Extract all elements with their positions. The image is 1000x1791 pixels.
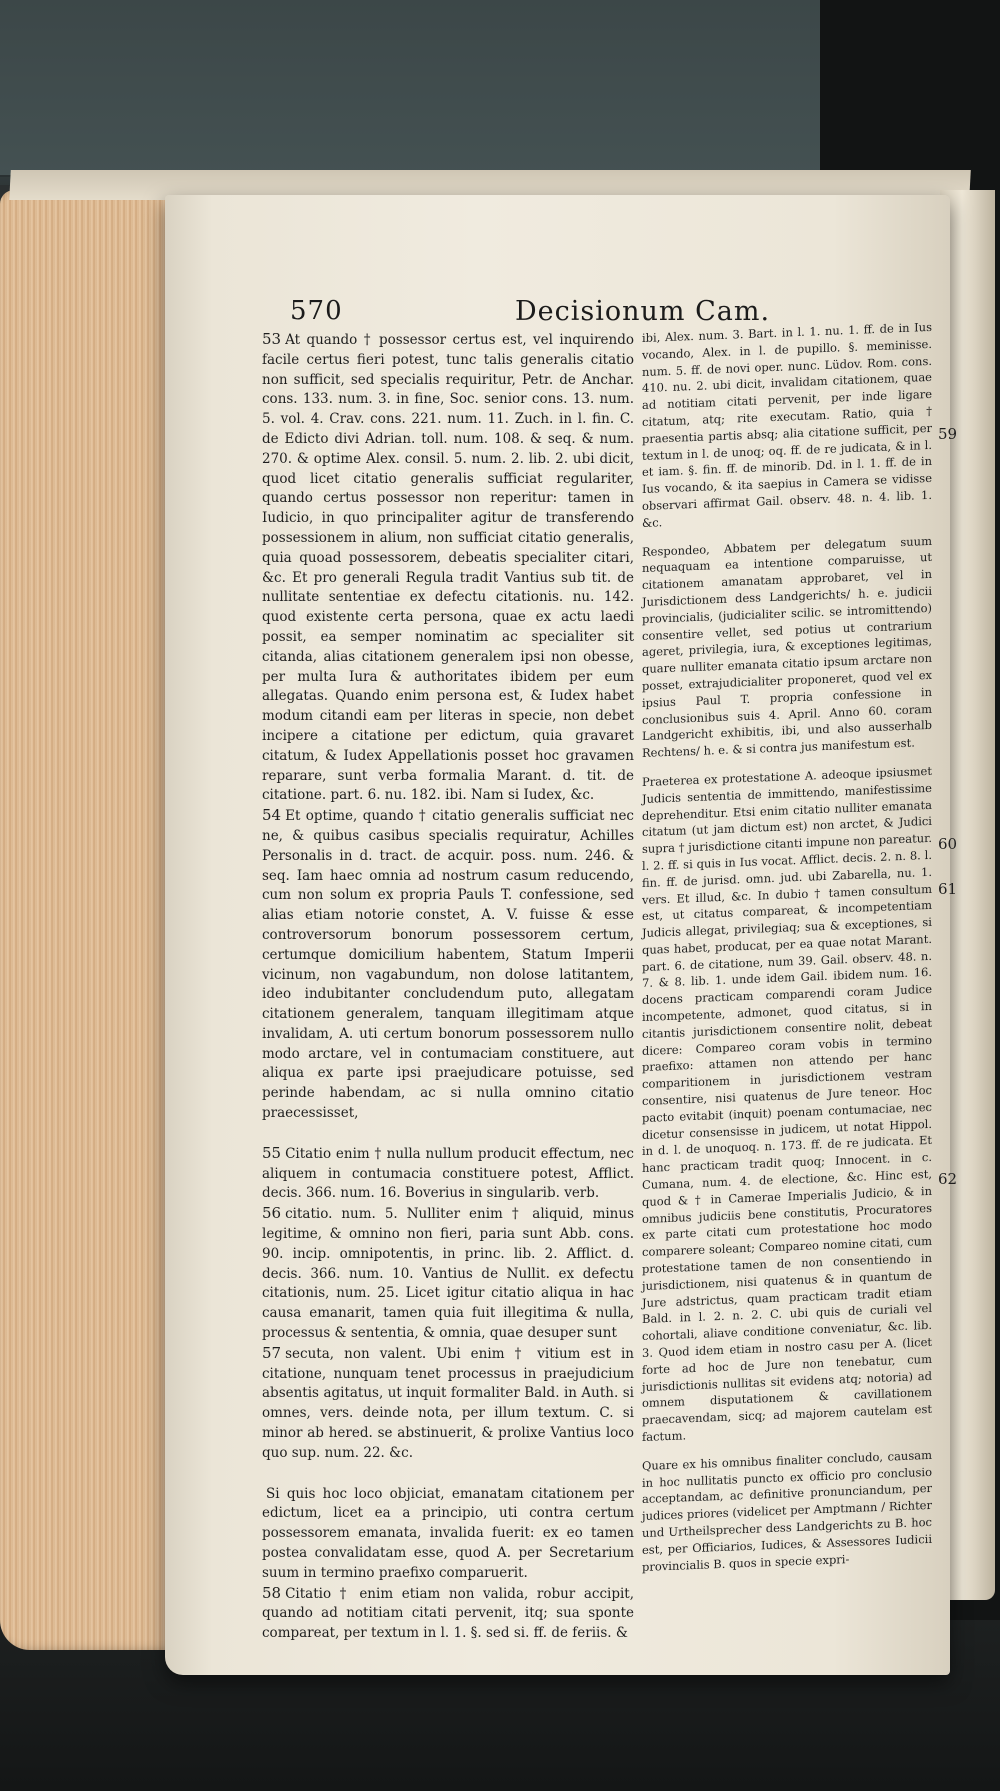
paragraph-text: Et optime, quando † citatio generalis sufficiat nec ne, & quibus casibus specialis requiratur, Achilles Personalis in d. tract. de acquir. poss. num. 246. & seq. Iam haec omnia ad nostrum casum reducendo, cum non solum ex propria Pauls T. confessione, sed alias etiam notorie constet, A. V. fuisse & esse controversorum bonorum possessorem certum, certumque domicilium habentem, Statum Imperii vicinum, non vagabundum, non dolose latitantem, ideo indubitanter concludendum puto, allegatam citationem generalem, tanquam illegitimam atque invalidam, A. uti certum bonorum possessorem nullo modo arctare, vel in contumaciam constituere, aut aliqua ex parte ipsi praejudicare potuisse, sed perinde habendam, ac si nulla omnino citatio praecessisset, (262, 808, 634, 1122)
paragraph (262, 1144, 634, 1204)
margin-number: 56 (262, 1204, 282, 1223)
paragraph (262, 1584, 634, 1644)
book-cover (0, 0, 825, 177)
paragraph (642, 532, 932, 762)
margin-number: 55 (262, 1143, 282, 1162)
right-margin-number: 62 (938, 1170, 958, 1188)
paragraph (262, 1484, 634, 1584)
paragraph (262, 330, 634, 806)
right-margin-number: 61 (938, 880, 958, 898)
paragraph (262, 1344, 634, 1464)
paragraph (262, 806, 634, 1124)
paragraph-text: citatio. num. 5. Nulliter enim † aliquid, minus legitime, & omnino non fieri, paria sunt Abb. cons. 90. incip. omnipotentis, in princ. lib. 2. Afflict. d. decis. 366. num. 10. Vantius de Nullit. ex defectu citationis, num. 25. Licet igitur citatio aliqua in hac causa emanarit, tamen quia fuit illegitima & nulla, processus & sententia, & omnia, quae desuper sunt (262, 1206, 634, 1342)
paragraph-text: Quare ex his omnibus finaliter concludo, causam in hoc nullitatis puncto ex officio pro conclusio acceptandam, ac definitive pronunciandum, per judices priores (videlicet per Amptmann / Richter und Urtheilsprecher dess Landgerichts zu B. hoc est, per Officiarios, Iudices, & Assessores Iudicii provincialis B. quos in specie expri- (642, 1447, 932, 1574)
paragraph-text: Si quis hoc loco objiciat, emanatam citationem per edictum, licet ea a principio, uti contra certum possessorem emanata, invalida fuerit: ex eo tamen postea convalidatam esse, quod A. per Secretarium suum in termino praefixo comparuerit. (262, 1485, 634, 1581)
paragraph-text: ibi, Alex. num. 3. Bart. in l. 1. nu. 1. ff. de in Ius vocando, Alex. in l. de pupillo. §. meminisse. num. 5. ff. de novi oper. nunc. Lüdov. Rom. cons. 410. nu. 2. ubi dicit, invalidam citationem, quae ad notitiam citati pervenit, per inde ligare citatum, atq; rite executam. Ratio, quia † praesentia partis absq; alia citatione sufficit, per textum in l. de unoq; oq. ff. de re judicata, & in l. et iam. §. fin. ff. de minorib. Dd. in l. 1. ff. de in Ius vocando, & ita saepius in Camera se vidisse observari affirmat Gail. observ. 48. n. 4. lib. 1. &c. (642, 319, 932, 530)
right-column (642, 319, 932, 1576)
margin-number: 54 (262, 806, 282, 825)
paragraph-text: At quando † possessor certus est, vel inquirendo facile certus fieri potest, tunc talis generalis citatio non sufficit, sed specialis requiritur, Petr. de Anchar. cons. 133. num. 3. in fine, Soc. senior cons. 13. num. 5. vol. 4. Crav. cons. 221. num. 11. Zuch. in l. fin. C. de Edicto divi Adrian. toll. num. 108. & seq. & num. 270. & optime Alex. consil. 5. num. 2. lib. 2. ubi dicit, quod licet citatio generalis sufficiat regulariter, quando certus possessor non reperitur: tamen in Iudicio, in quo principaliter agitur de transferendo possessionem in alium, non sufficiat citatio generalis, quia quoad possessorem, debeatis specialiter citari, &c. Et pro generali Regula tradit Vantius sub tit. de nullitate sententiae ex defectu citationis. nu. 142. quod existente certa persona, quae ex actu laedi possit, ea semper nominatim ac specialiter sit citanda, alias citationem generalem ipsi non obesse, per multa Iura & authoritates ibidem per eum allegatas. Quando enim persona est, & Iudex habet modum citandi eam per literas in specie, non debet incipere a citatione per edictum, quia gravaret citatum, & Iudex Appellationis posset hoc gravamen reparare, sunt verba formalia Marant. d. tit. de citatione. part. 6. nu. 182. ibi. Nam si Iudex, &c. (262, 332, 634, 804)
running-title: Decisionum Cam. (515, 296, 771, 327)
paragraph (262, 1204, 634, 1344)
paragraph-text: secuta, non valent. Ubi enim † vitium est in citatione, nunquam tenet processus in praejudicium absentis agitatus, ut inquit formaliter Bald. in Auth. si omnes, vers. deinde nota, per illum textum. C. si minor ab hered. se abstinuerit, & prolixe Vantius loco quo sup. num. 22. &c. (262, 1345, 634, 1461)
paragraph-text: Respondeo, Abbatem per delegatum suum nequaquam ea intentione comparuisse, ut citationem amanatam approbaret, vel in Jurisdictionem dess Landgerichts/ h. e. judicii provincialis, (judicialiter scilic. se intromittendo) consentire vellet, sed potius ut contrarium ageret, privilegia, iura, & exceptiones legitimas, quare nulliter emanata citatio ipsum arctare non posset, extrajudicialiter proponeret, quod vel ex ipsius Paul T. propria confessione in conclusionibus suis 4. April. Anno 60. coram Landgericht exhibitis, ibi, und also ausserhalb Rechtens/ h. e. & si contra jus manifestum est. (642, 533, 932, 761)
paragraph-text: Citatio enim † nulla nullum producit effectum, nec aliquem in contumacia constituere potest, Afflict. decis. 366. num. 16. Boverius in singularib. verb. (262, 1145, 634, 1202)
page-block-edge (0, 190, 185, 1650)
margin-number: 57 (262, 1343, 282, 1362)
margin-number: 58 (262, 1583, 282, 1602)
margin-number: 53 (262, 330, 282, 348)
right-margin-number: 60 (938, 835, 958, 853)
right-margin-number: 59 (938, 425, 958, 443)
paragraph-text: Citatio † enim etiam non valida, robur accipit, quando ad notitiam citati pervenit, itq; sua sponte compareat, per textum in l. 1. §. sed si. ff. de feriis. & (262, 1585, 634, 1642)
paragraph (642, 319, 932, 532)
paragraph (642, 763, 932, 1446)
left-column (262, 330, 634, 1644)
paragraph-text: Praeterea ex protestatione A. adeoque ipsiusmet Judicis sententia de immittendo, manifestissime deprehenditur. Etsi enim citatio nulliter emanata citatum (ut jam dictum est) non arctet, & Judici supra † jurisdictione citanti impune non pareatur. l. 2. ff. si quis in Ius vocat. Afflict. decis. 2. n. 8. l. fin. ff. de jurisd. omn. jud. ubi Zabarella, nu. 1. vers. Et illud, &c. In dubio † tamen consultum est, ut citatus compareat, & incompetentiam Judicis allegat, privilegiaq; sua & exceptiones, si quas habet, producat, per ea quae notat Marant. part. 6. de citatione, num 39. Gail. observ. 48. n. 7. & 8. lib. 1. unde idem Gail. ibidem num. 16. docens practicam comparendi coram Judice incompetente, admonet, quod citatus, si in citantis jurisdictionem consentire nolit, debeat dicere: Compareo coram vobis in termino praefixo: attamen non attendo per hanc comparitionem in jurisdictionem vestram consentire, nisi quatenus de Jure teneor. Hoc pacto evitabit (inquit) poenam contumaciae, nec dicetur consensisse in judicem, ut notat Hippol. in d. l. de unoquoq. n. 173. ff. de re judicata. Et hanc practicam tradit quoq; Innocent. in c. Cumana, num. 4. de electione, &c. Hinc est, quod & † in Camerae Imperialis Judicio, & in omnibus judiciis bene constitutis, Procuratores ex parte citati cum protestatione hoc modo comparere soleant; Compareo nomine citati, cum protestatione tamen de non consentiendo in jurisdictionem, nisi quatenus & in quantum de Jure adstrictus, quam practicam tradit etiam Bald. in l. 2. n. 2. C. ubi quis de curiali vel cohortali, aliave conditione conveniatur, &c. lib. 3. Quod idem etiam in nostro casu per A. (licet forte ad hoc de Jure non tenebatur, cum jurisdictionis nullitas sit evidens atq; notoria) ad omnem disputationem & cavillationem praecavendam, sicq; ad majorem cautelam est factum. (642, 763, 932, 1444)
page-number: 570 (290, 296, 343, 326)
paragraph (642, 1447, 932, 1576)
